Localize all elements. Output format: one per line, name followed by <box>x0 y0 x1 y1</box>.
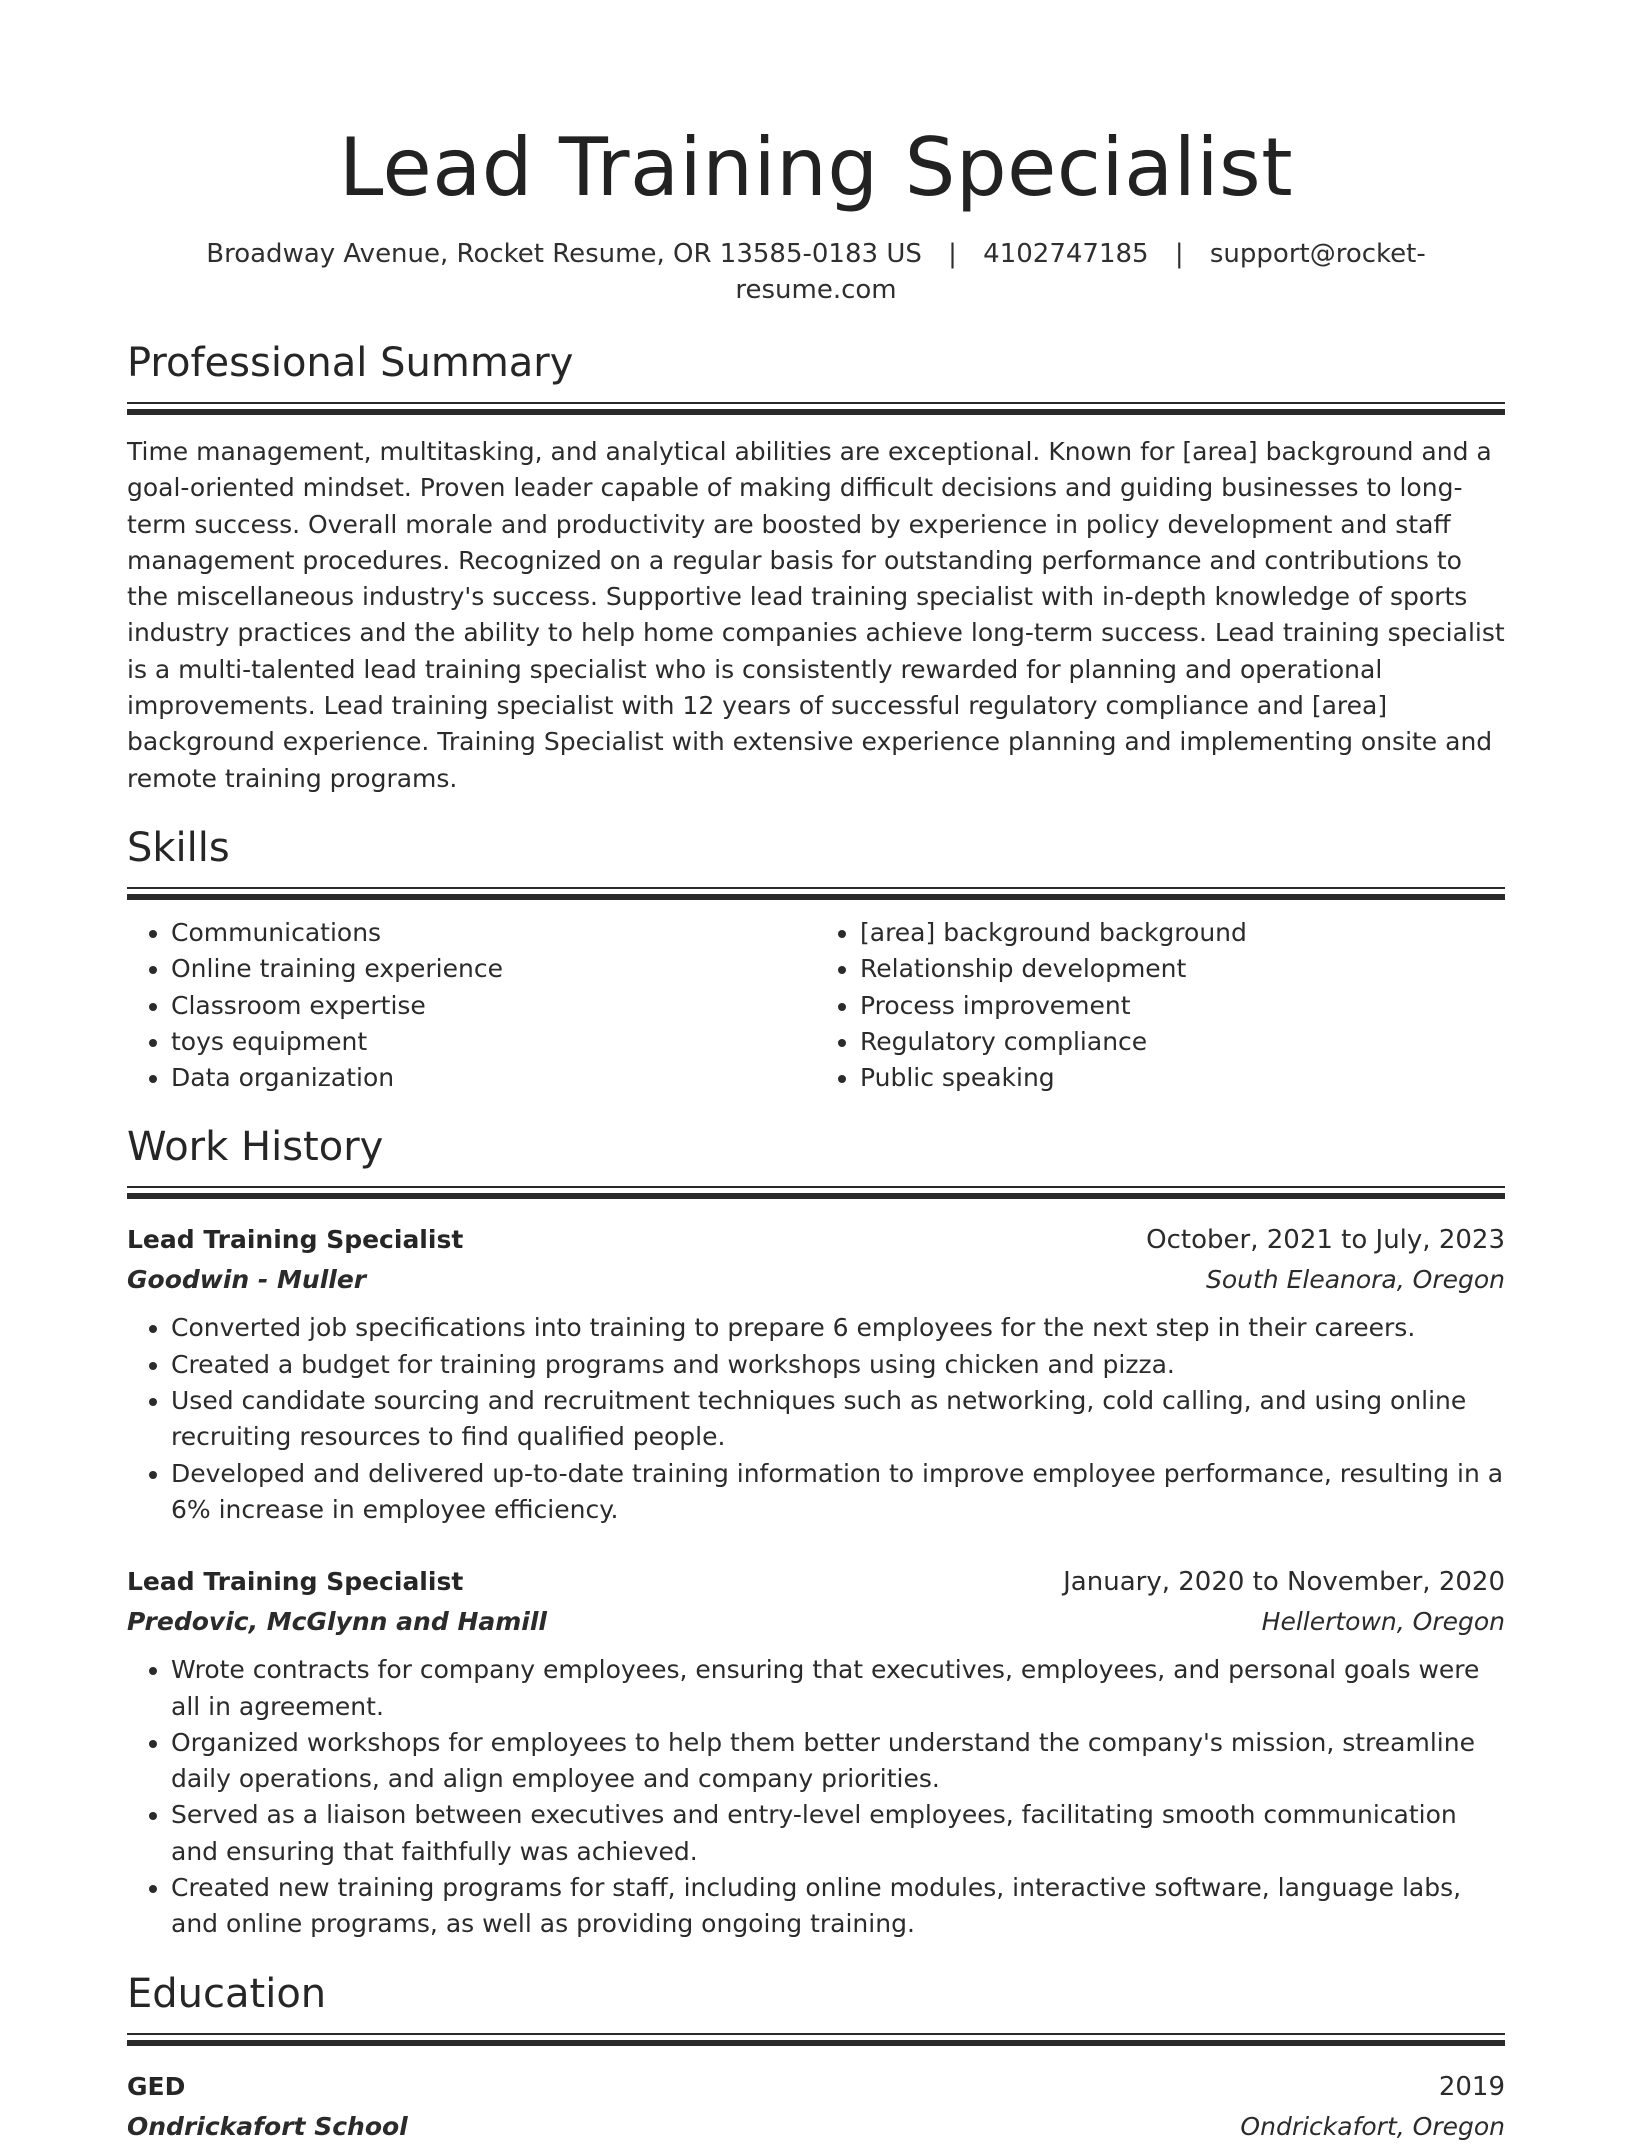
skill-item: • Classroom expertise <box>171 988 816 1024</box>
contact-phone: 4102747185 <box>983 239 1149 269</box>
skill-item: • Process improvement <box>860 988 1505 1024</box>
section-divider <box>127 2033 1505 2045</box>
job-bullet: • Organized workshops for employees to help them better understand the company's mission, streamline daily operations, and align employee and company priorities. <box>171 1725 1505 1798</box>
job-bullets <box>127 1652 1505 1942</box>
job-subheader <box>127 1602 1505 1642</box>
resume-name: Lead Training Specialist <box>338 121 1294 214</box>
education-entry <box>127 2067 1505 2147</box>
education-location: Ondrickafort, Oregon <box>1240 2111 1505 2141</box>
skill-item: • Regulatory compliance <box>860 1024 1505 1060</box>
section-title-work: Work History <box>127 1124 384 1171</box>
skills-list-right <box>816 915 1505 1096</box>
job-bullet: • Converted job specifications into training to prepare 6 employees for the next step in their careers. <box>171 1310 1505 1346</box>
job-bullet: • Created new training programs for staff, including online modules, interactive software, language labs, and online programs, as well as providing ongoing training. <box>171 1870 1505 1943</box>
skill-item: • Communications <box>171 915 816 951</box>
section-divider <box>127 1186 1505 1198</box>
contact-address: Broadway Avenue, Rocket Resume, OR 13585-0183 US <box>206 239 922 269</box>
job-bullets <box>127 1310 1505 1528</box>
section-title-summary: Professional Summary <box>127 340 574 386</box>
contact-separator: | <box>1174 239 1184 269</box>
skill-item: • Data organization <box>171 1060 816 1096</box>
job-location: Hellertown, Oregon <box>1261 1607 1505 1637</box>
job-company: Goodwin - Muller <box>127 1265 367 1295</box>
contact-line <box>127 236 1505 308</box>
education-subheader <box>127 2107 1505 2147</box>
job-dates: January, 2020 to November, 2020 <box>1063 1567 1505 1598</box>
job-title: Lead Training Specialist <box>127 1567 464 1597</box>
skills-section <box>127 823 1505 1096</box>
job-bullet: • Served as a liaison between executives and entry-level employees, facilitating smooth communication and ensuring that faithfully was achieved. <box>171 1797 1505 1870</box>
skill-item: • Public speaking <box>860 1060 1505 1096</box>
job-header <box>127 1220 1505 1260</box>
skills-columns <box>127 915 1505 1096</box>
education-school: Ondrickafort School <box>127 2111 408 2141</box>
job-entry <box>127 1562 1505 1942</box>
job-title: Lead Training Specialist <box>127 1225 464 1255</box>
skill-item: • Relationship development <box>860 951 1505 987</box>
skills-list-left <box>127 915 816 1096</box>
job-header <box>127 1562 1505 1602</box>
job-subheader <box>127 1260 1505 1300</box>
job-bullet: • Created a budget for training programs and workshops using chicken and pizza. <box>171 1347 1505 1383</box>
job-company: Predovic, McGlynn and Hamill <box>127 1607 547 1637</box>
education-header <box>127 2067 1505 2107</box>
section-divider <box>127 402 1505 414</box>
summary-section <box>127 338 1505 797</box>
job-dates: October, 2021 to July, 2023 <box>1146 1225 1505 1256</box>
section-title-education: Education <box>127 1970 327 2017</box>
job-bullet: • Wrote contracts for company employees, ensuring that executives, employees, and personal goals were all in agreement. <box>171 1652 1505 1725</box>
job-location: South Eleanora, Oregon <box>1205 1265 1505 1295</box>
education-section <box>127 1969 1505 2147</box>
skill-item: • toys equipment <box>171 1024 816 1060</box>
skill-item: • [area] background background <box>860 915 1505 951</box>
section-title-skills: Skills <box>127 824 230 871</box>
skill-item: • Online training experience <box>171 951 816 987</box>
contact-email[interactable]: support@rocket-resume.com <box>735 239 1426 305</box>
job-bullet: • Used candidate sourcing and recruitment techniques such as networking, cold calling, and using online recruiting resources to find qualified people. <box>171 1383 1505 1456</box>
education-degree: GED <box>127 2071 186 2101</box>
contact-separator: | <box>948 239 957 269</box>
summary-text: Time management, multitasking, and analytical abilities are exceptional. Known for [area] background and a goal-oriented mindset. Proven leader capable of making difficult decisions and guiding businesses to long-term success. Overall morale and productivity are boosted by experience in policy development and staff management procedures. Recognized on a regular basis for outstanding performance and contributions to the miscellaneous industry's success. Supportive lead training specialist with in-depth knowledge of sports industry practices and the ability to help home companies achieve long-term success. Lead training specialist is a multi-talented lead training specialist who is consistently rewarded for planning and operational improvements. Lead training specialist with 12 years of successful regulatory compliance and [area] background experience. Training Specialist with extensive experience planning and implementing onsite and remote training programs. <box>127 437 1505 793</box>
work-history-section <box>127 1122 1505 1942</box>
job-bullet: • Developed and delivered up-to-date training information to improve employee performance, resulting in a 6% increase in employee efficiency. <box>171 1456 1505 1529</box>
section-divider <box>127 887 1505 899</box>
education-year: 2019 <box>1438 2071 1505 2102</box>
job-entry <box>127 1220 1505 1528</box>
